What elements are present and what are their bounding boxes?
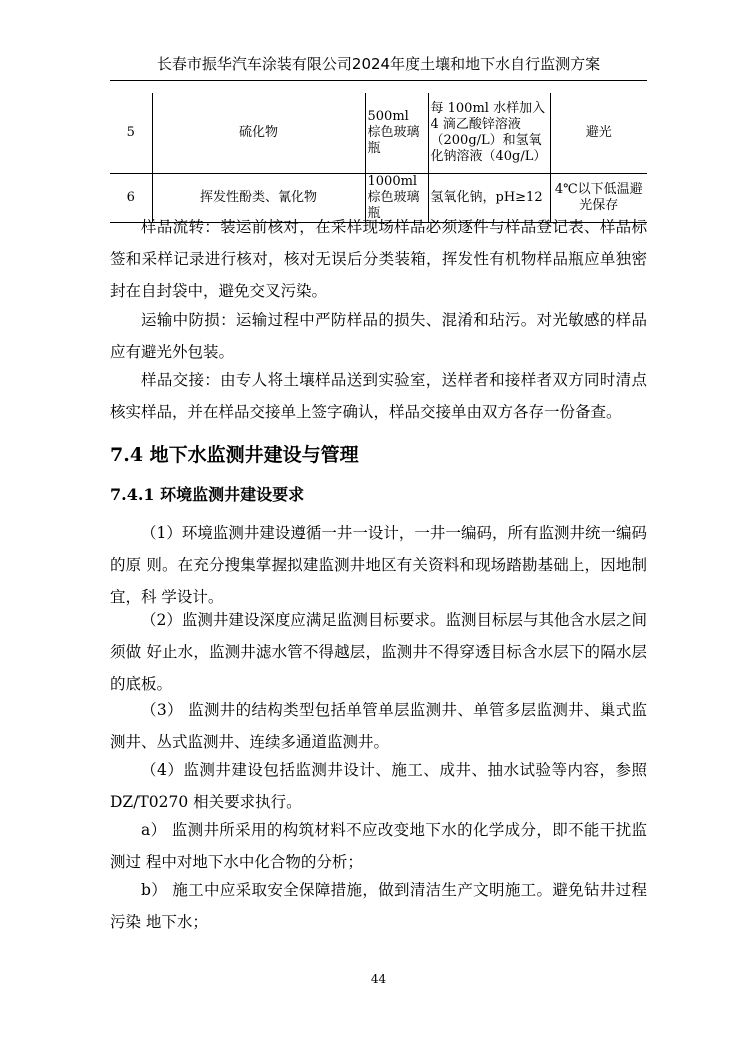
paragraph-item-4: （4）监测井建设包括监测井设计、施工、成井、抽水试验等内容，参照 DZ/T0270 相关要求执行。	[110, 761, 647, 811]
paragraph-item-a: a） 监测井所采用的构筑材料不应改变地下水的化学成分，即不能干扰监测过 程中对地下水中化合物的分析；	[110, 821, 647, 871]
preservative: 每 100ml 水样加入 4 滴乙酸锌溶液 （200g/L）和氢氧化钠溶液（40g/L）	[428, 93, 550, 174]
table-row	[110, 93, 647, 174]
sample-preservation-table	[110, 93, 647, 223]
container-type: 500ml 棕色玻璃瓶	[365, 93, 428, 174]
section-heading: 7.4 地下水监测井建设与管理	[110, 444, 359, 466]
paragraph-item-3: （3） 监测井的结构类型包括单管单层监测井、单管多层监测井、巢式监测井、丛式监测井、连续多通道监测井。	[110, 701, 647, 751]
subsection-heading: 7.4.1 环境监测井建设要求	[110, 485, 305, 504]
container-type: 1000ml 棕色玻璃瓶	[365, 174, 428, 223]
header-divider	[110, 80, 647, 81]
test-item: 挥发性酚类、氰化物	[152, 174, 365, 223]
row-number: 5	[110, 93, 152, 174]
paragraph-item-2: （2）监测井建设深度应满足监测目标要求。监测目标层与其他含水层之间须做 好止水，监测井滤水管不得越层，监测井不得穿透目标含水层下的隔水层的底板。	[110, 611, 647, 693]
document-header-title: 长春市振华汽车涂装有限公司2024年度土壤和地下水自行监测方案	[156, 55, 601, 73]
paragraph-item-b: b） 施工中应采取安全保障措施，做到清洁生产文明施工。避免钻井过程污染 地下水；	[110, 881, 647, 931]
paragraph-transport-protection: 运输中防损：运输过程中严防样品的损失、混淆和玷污。对光敏感的样品应有避光外包装。	[110, 311, 647, 361]
paragraph-sample-handover: 样品交接：由专人将土壤样品送到实验室，送样者和接样者双方同时清点核实样品，并在样品交接单上签字确认，样品交接单由双方各存一份备查。	[110, 371, 647, 421]
test-item: 硫化物	[152, 93, 365, 174]
storage-note: 4℃以下低温避光保存	[550, 174, 647, 223]
paragraph-item-1: （1）环境监测井建设遵循一井一设计，一井一编码，所有监测井统一编码的原 则。在充分搜集掌握拟建监测井地区有关资料和现场踏勘基础上，因地制宜，科 学设计。	[110, 524, 647, 606]
preservative: 氢氧化钠，pH≥12	[428, 174, 550, 223]
row-number: 6	[110, 174, 152, 223]
storage-note: 避光	[550, 93, 647, 174]
paragraph-sample-transfer: 样品流转：装运前核对，在采样现场样品必须逐件与样品登记表、样品标签和采样记录进行核对，核对无误后分类装箱，挥发性有机物样品瓶应单独密封在自封袋中，避免交叉污染。	[110, 218, 647, 300]
page-number: 44	[370, 972, 387, 986]
